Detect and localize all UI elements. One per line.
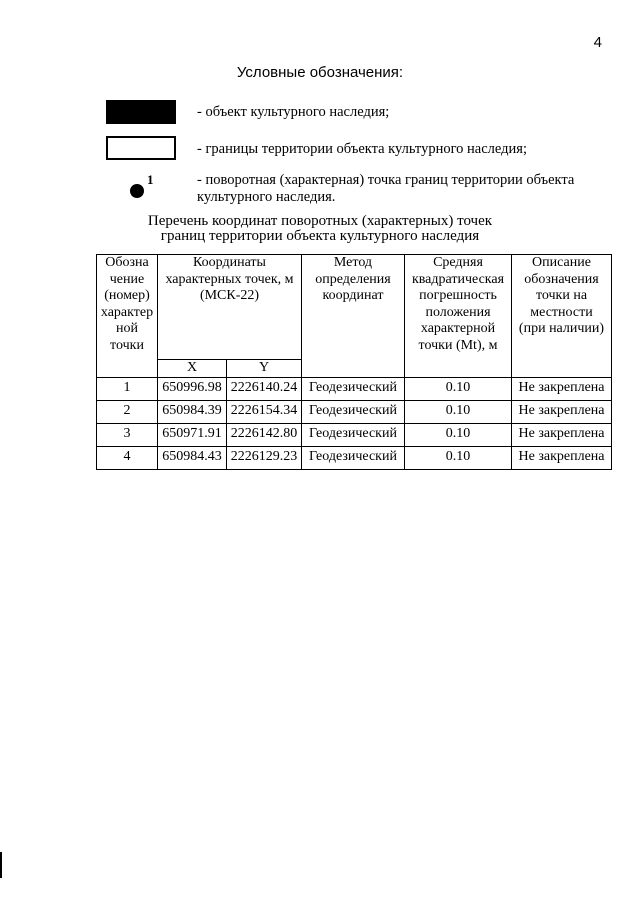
cell-y: 2226129.23 <box>227 446 302 469</box>
header-x: X <box>158 360 227 378</box>
cell-method: Геодезический <box>302 423 405 446</box>
cell-y: 2226140.24 <box>227 377 302 400</box>
legend-text: - границы территории объекта культурного наследия; <box>197 141 527 157</box>
cell-x: 650971.91 <box>158 423 227 446</box>
table-row <box>97 423 612 446</box>
cell-x: 650996.98 <box>158 377 227 400</box>
coordinates-table <box>96 254 612 470</box>
table-header-row <box>97 255 612 360</box>
table-caption <box>0 214 640 244</box>
header-number: Обозна чение (номер) характер ной точки <box>97 255 158 378</box>
legend-text: - поворотная (характерная) точка границ территории объекта культурного наследия. <box>197 172 575 205</box>
filled-rectangle-icon <box>106 100 176 124</box>
header-method: Метод определения координат <box>302 255 405 378</box>
legend-title: Условные обозначения: <box>236 64 404 81</box>
header-y: Y <box>227 360 302 378</box>
cell-number: 3 <box>97 423 158 446</box>
cell-method: Геодезический <box>302 400 405 423</box>
cell-number: 1 <box>97 377 158 400</box>
page-number: 4 <box>593 34 602 51</box>
legend-text: - объект культурного наследия; <box>197 104 390 120</box>
table-caption-line: границ территории объекта культурного наследия <box>160 228 480 244</box>
cell-error: 0.10 <box>405 400 512 423</box>
cell-y: 2226154.34 <box>227 400 302 423</box>
cell-x: 650984.39 <box>158 400 227 423</box>
header-error: Средняя квадратическая погрешность положения характерной точки (Mt), м <box>405 255 512 378</box>
cell-error: 0.10 <box>405 377 512 400</box>
cell-method: Геодезический <box>302 446 405 469</box>
cell-description: Не закреплена <box>512 377 612 400</box>
outlined-rectangle-icon <box>106 136 176 160</box>
cell-number: 2 <box>97 400 158 423</box>
cell-description: Не закреплена <box>512 446 612 469</box>
cell-error: 0.10 <box>405 423 512 446</box>
cell-error: 0.10 <box>405 446 512 469</box>
table-row <box>97 446 612 469</box>
cell-description: Не закреплена <box>512 423 612 446</box>
dot-icon <box>130 184 144 198</box>
cell-number: 4 <box>97 446 158 469</box>
header-description: Описание обозначения точки на местности (при наличии) <box>512 255 612 378</box>
dot-label: 1 <box>147 172 154 187</box>
header-coordinates: Координаты характерных точек, м (МСК-22) <box>158 255 302 360</box>
cell-x: 650984.43 <box>158 446 227 469</box>
table-row <box>97 377 612 400</box>
scan-margin-mark <box>0 852 2 878</box>
cell-y: 2226142.80 <box>227 423 302 446</box>
cell-method: Геодезический <box>302 377 405 400</box>
table-row <box>97 400 612 423</box>
cell-description: Не закреплена <box>512 400 612 423</box>
table-caption-line: Перечень координат поворотных (характерных) точек <box>147 213 493 229</box>
